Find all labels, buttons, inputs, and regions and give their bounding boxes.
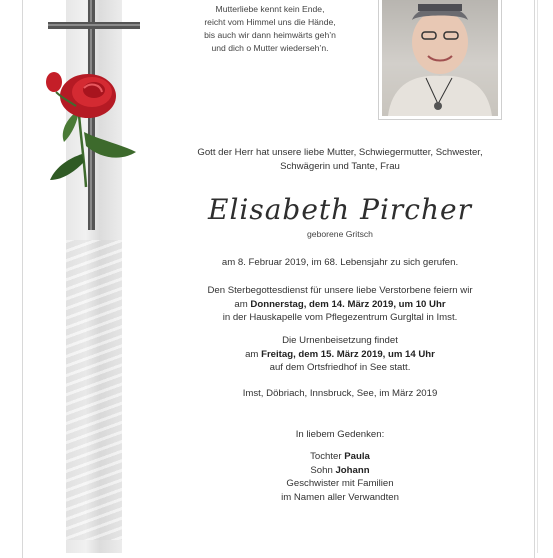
urn-line: Die Urnenbeisetzung findet <box>282 335 398 346</box>
intro-line: Schwägerin und Tante, Frau <box>280 161 400 172</box>
urn-date-line <box>160 348 520 362</box>
motto-line: Mutterliebe kennt kein Ende, <box>215 4 325 14</box>
mourner-siblings: Geschwister mit Familien <box>286 478 394 489</box>
place-date-line: Imst, Döbriach, Innsbruck, See, im März 2019 <box>242 388 438 399</box>
service-prefix: am <box>234 298 251 310</box>
rose-icon <box>40 62 150 192</box>
portrait-photo <box>378 0 502 120</box>
service-date: Donnerstag, dem 14. März 2019, um 10 Uhr <box>250 298 446 310</box>
page-edge <box>537 0 538 553</box>
son-role: Sohn <box>310 464 336 476</box>
portrait-illustration <box>382 0 498 116</box>
motto-line: reicht vom Himmel uns die Hände, <box>204 17 336 27</box>
memory-line: In liebem Gedenken: <box>295 429 385 440</box>
mourner-relatives: im Namen aller Verwandten <box>281 491 399 503</box>
mourner-daughter <box>160 450 520 464</box>
portrait-image <box>382 0 498 116</box>
urn-location: auf dem Ortsfriedhof in See statt. <box>269 362 411 373</box>
service-line: Den Sterbegottesdienst für unsere liebe Verstorbene feiern wir <box>207 285 473 296</box>
daughter-role: Tochter <box>310 451 345 462</box>
urn-date: Freitag, dem 15. März 2019, um 14 Uhr <box>261 348 435 360</box>
maiden-name: geborene Gritsch <box>307 229 373 239</box>
urn-burial <box>160 334 520 375</box>
motto-verse <box>180 3 360 55</box>
service-location: in der Hauskapelle vom Pflegezentrum Gurgltal in Imst. <box>222 312 458 323</box>
service-date-line <box>160 298 520 312</box>
mourner-son <box>160 464 520 478</box>
death-line: am 8. Februar 2019, im 68. Lebensjahr zu sich gerufen. <box>221 257 459 268</box>
motto-line: und dich o Mutter wiederseh’n. <box>211 43 329 53</box>
deceased-name: Elisabeth Pircher <box>208 193 472 226</box>
daughter-name: Paula <box>344 451 370 462</box>
motto-line: bis auch wir dann heimwärts geh’n <box>204 30 336 40</box>
mourners-list <box>160 450 520 504</box>
death-notice <box>160 256 520 270</box>
memory-heading <box>160 428 520 442</box>
funeral-service <box>160 284 520 325</box>
urn-prefix: am <box>245 348 262 360</box>
intro-line: Gott der Herr hat unsere liebe Mutter, Schwiegermutter, Schwester, <box>197 147 483 158</box>
son-name: Johann <box>335 464 370 476</box>
intro-text <box>160 146 520 174</box>
place-date <box>160 387 520 401</box>
